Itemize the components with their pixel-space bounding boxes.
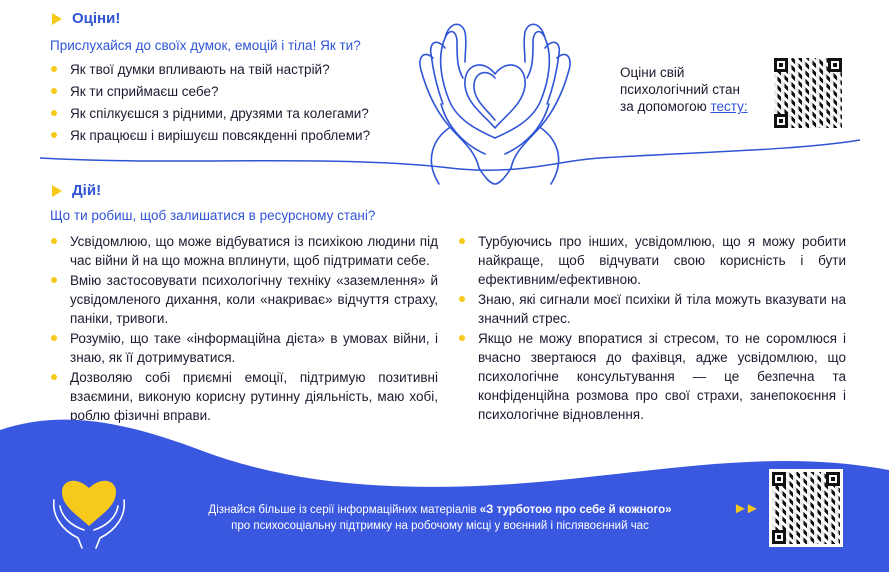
list-item: Розумію, що таке «інформаційна дієта» в умовах війни, і знаю, як її дотримуватися. [50, 329, 438, 367]
arrows-icon: ►► [733, 500, 757, 517]
list-item: Знаю, які сигнали моєї психіки й тіла можуть вказувати на значний стрес. [458, 290, 846, 328]
qr-code-series[interactable] [772, 472, 840, 544]
footer-background-wave [0, 410, 889, 572]
act-list-right [458, 232, 846, 425]
list-item: Вмію застосовувати психологічну техніку «заземлення» й усвідомленого дихання, коли «накриває» відчуття страху, паніки, тривоги. [50, 271, 438, 328]
act-subtitle: Що ти робиш, щоб залишатися в ресурсному стані? [50, 208, 376, 223]
qr-finder-icon [828, 58, 842, 72]
qr-finder-icon [774, 114, 788, 128]
test-line-3-prefix: за допомогою [620, 99, 711, 114]
assess-heading [52, 10, 120, 27]
test-block [620, 64, 748, 115]
list-item: Усвідомлюю, що може відбуватися із психікою людини під час війни й на що можна вплинути, щоб підтримати себе. [50, 232, 438, 270]
qr-finder-icon [826, 472, 840, 486]
footer-heart-hands-icon [46, 470, 132, 552]
footer-line-1 [150, 502, 730, 518]
qr-finder-icon [772, 530, 786, 544]
triangle-bullet-icon [52, 13, 62, 25]
footer-line-2: про психосоціальну підтримку на робочому місці у воєнний і післявоєнний час [231, 520, 649, 532]
triangle-bullet-icon [52, 185, 62, 197]
act-list-left [50, 232, 438, 426]
heart-outline [465, 65, 525, 128]
qr-code-test[interactable] [774, 58, 842, 128]
act-heading [52, 182, 101, 199]
assess-list [50, 60, 420, 148]
footer-text [150, 502, 730, 534]
act-title: Дій! [72, 182, 102, 199]
list-item: Якщо не можу впоратися зі стресом, то не соромлюся і вчасно звертаюся до фахівця, адже усвідомлюю, що психологічне консультування — це безпечна та конфіденційна розмова про свої страхи, занепокоєння і психологічне відновлення. [458, 329, 846, 424]
assess-subtitle: Прислухайся до своїх думок, емоцій і тіла! Як ти? [50, 38, 361, 53]
qr-finder-icon [774, 58, 788, 72]
test-line-3 [620, 98, 748, 115]
test-line-2: психологічний стан [620, 82, 740, 97]
list-item: Як працюєш і вирішуєш повсякденні проблеми? [50, 126, 420, 145]
test-line-1: Оціни свій [620, 65, 685, 80]
test-link[interactable]: тесту: [710, 99, 748, 114]
series-title: «З турботою про себе й кожного» [479, 504, 672, 516]
list-item: Дозволяю собі приємні емоції, підтримую позитивні взаємини, виконую корисну рутинну діяльність, маю хобі, роблю фізичні вправи. [50, 368, 438, 425]
list-item: Як спілкуєшся з рідними, друзями та колегами? [50, 104, 420, 123]
list-item: Турбуючись про інших, усвідомлюю, що я можу робити найкраще, щоб відчувати свою корисність і бути ефективним/ефективною. [458, 232, 846, 289]
footer-line-1-prefix: Дізнайся більше із серії інформаційних матеріалів [208, 504, 480, 516]
list-item: Як ти сприймаєш себе? [50, 82, 420, 101]
qr-finder-icon [772, 472, 786, 486]
list-item: Як твої думки впливають на твій настрій? [50, 60, 420, 79]
assess-title: Оціни! [72, 10, 121, 27]
